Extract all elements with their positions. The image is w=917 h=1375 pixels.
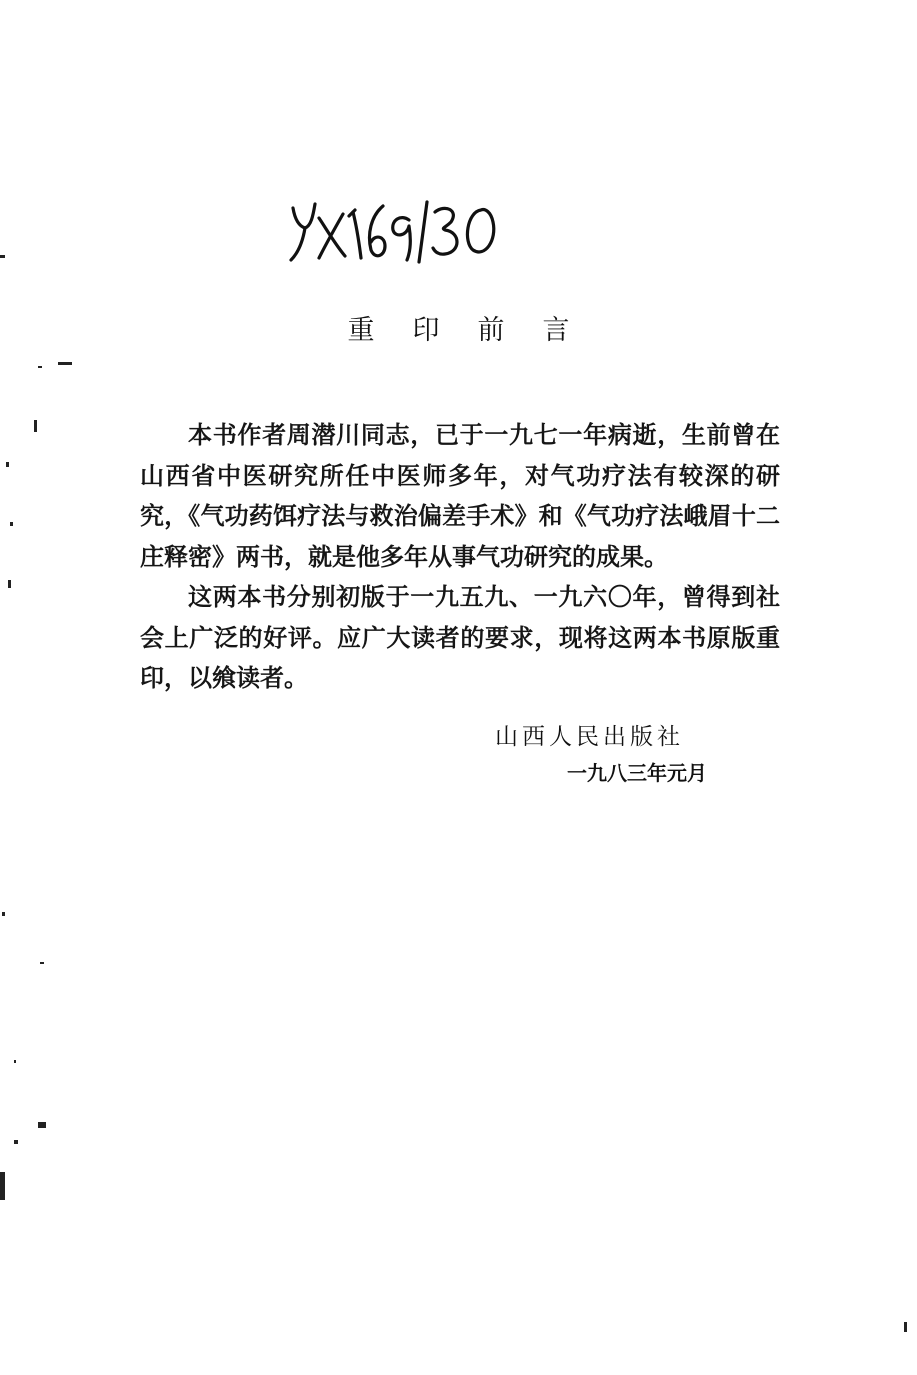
handwritten-catalog-number: [285, 190, 515, 270]
publication-date: 一九八三年元月: [567, 761, 707, 785]
page-title: 重印前言: [347, 315, 608, 346]
paragraph-1: 本书作者周潜川同志，已于一九七一年病逝，生前曾在山西省中医研究所任中医师多年，对气功疗法有较深的研究，《气功药饵疗法与救治偏差手术》和《气功疗法峨眉十二庄释密》两书，就是他多年从事气功研究的成果。: [140, 421, 780, 571]
handwritten-mark-image: [285, 190, 515, 270]
publisher-name: 山西人民出版社: [495, 724, 684, 750]
preface-body: [140, 415, 780, 699]
paragraph-2: 这两本书分别初版于一九五九、一九六〇年，曾得到社会上广泛的好评。应广大读者的要求，现将这两本书原版重印，以飨读者。: [140, 583, 780, 692]
